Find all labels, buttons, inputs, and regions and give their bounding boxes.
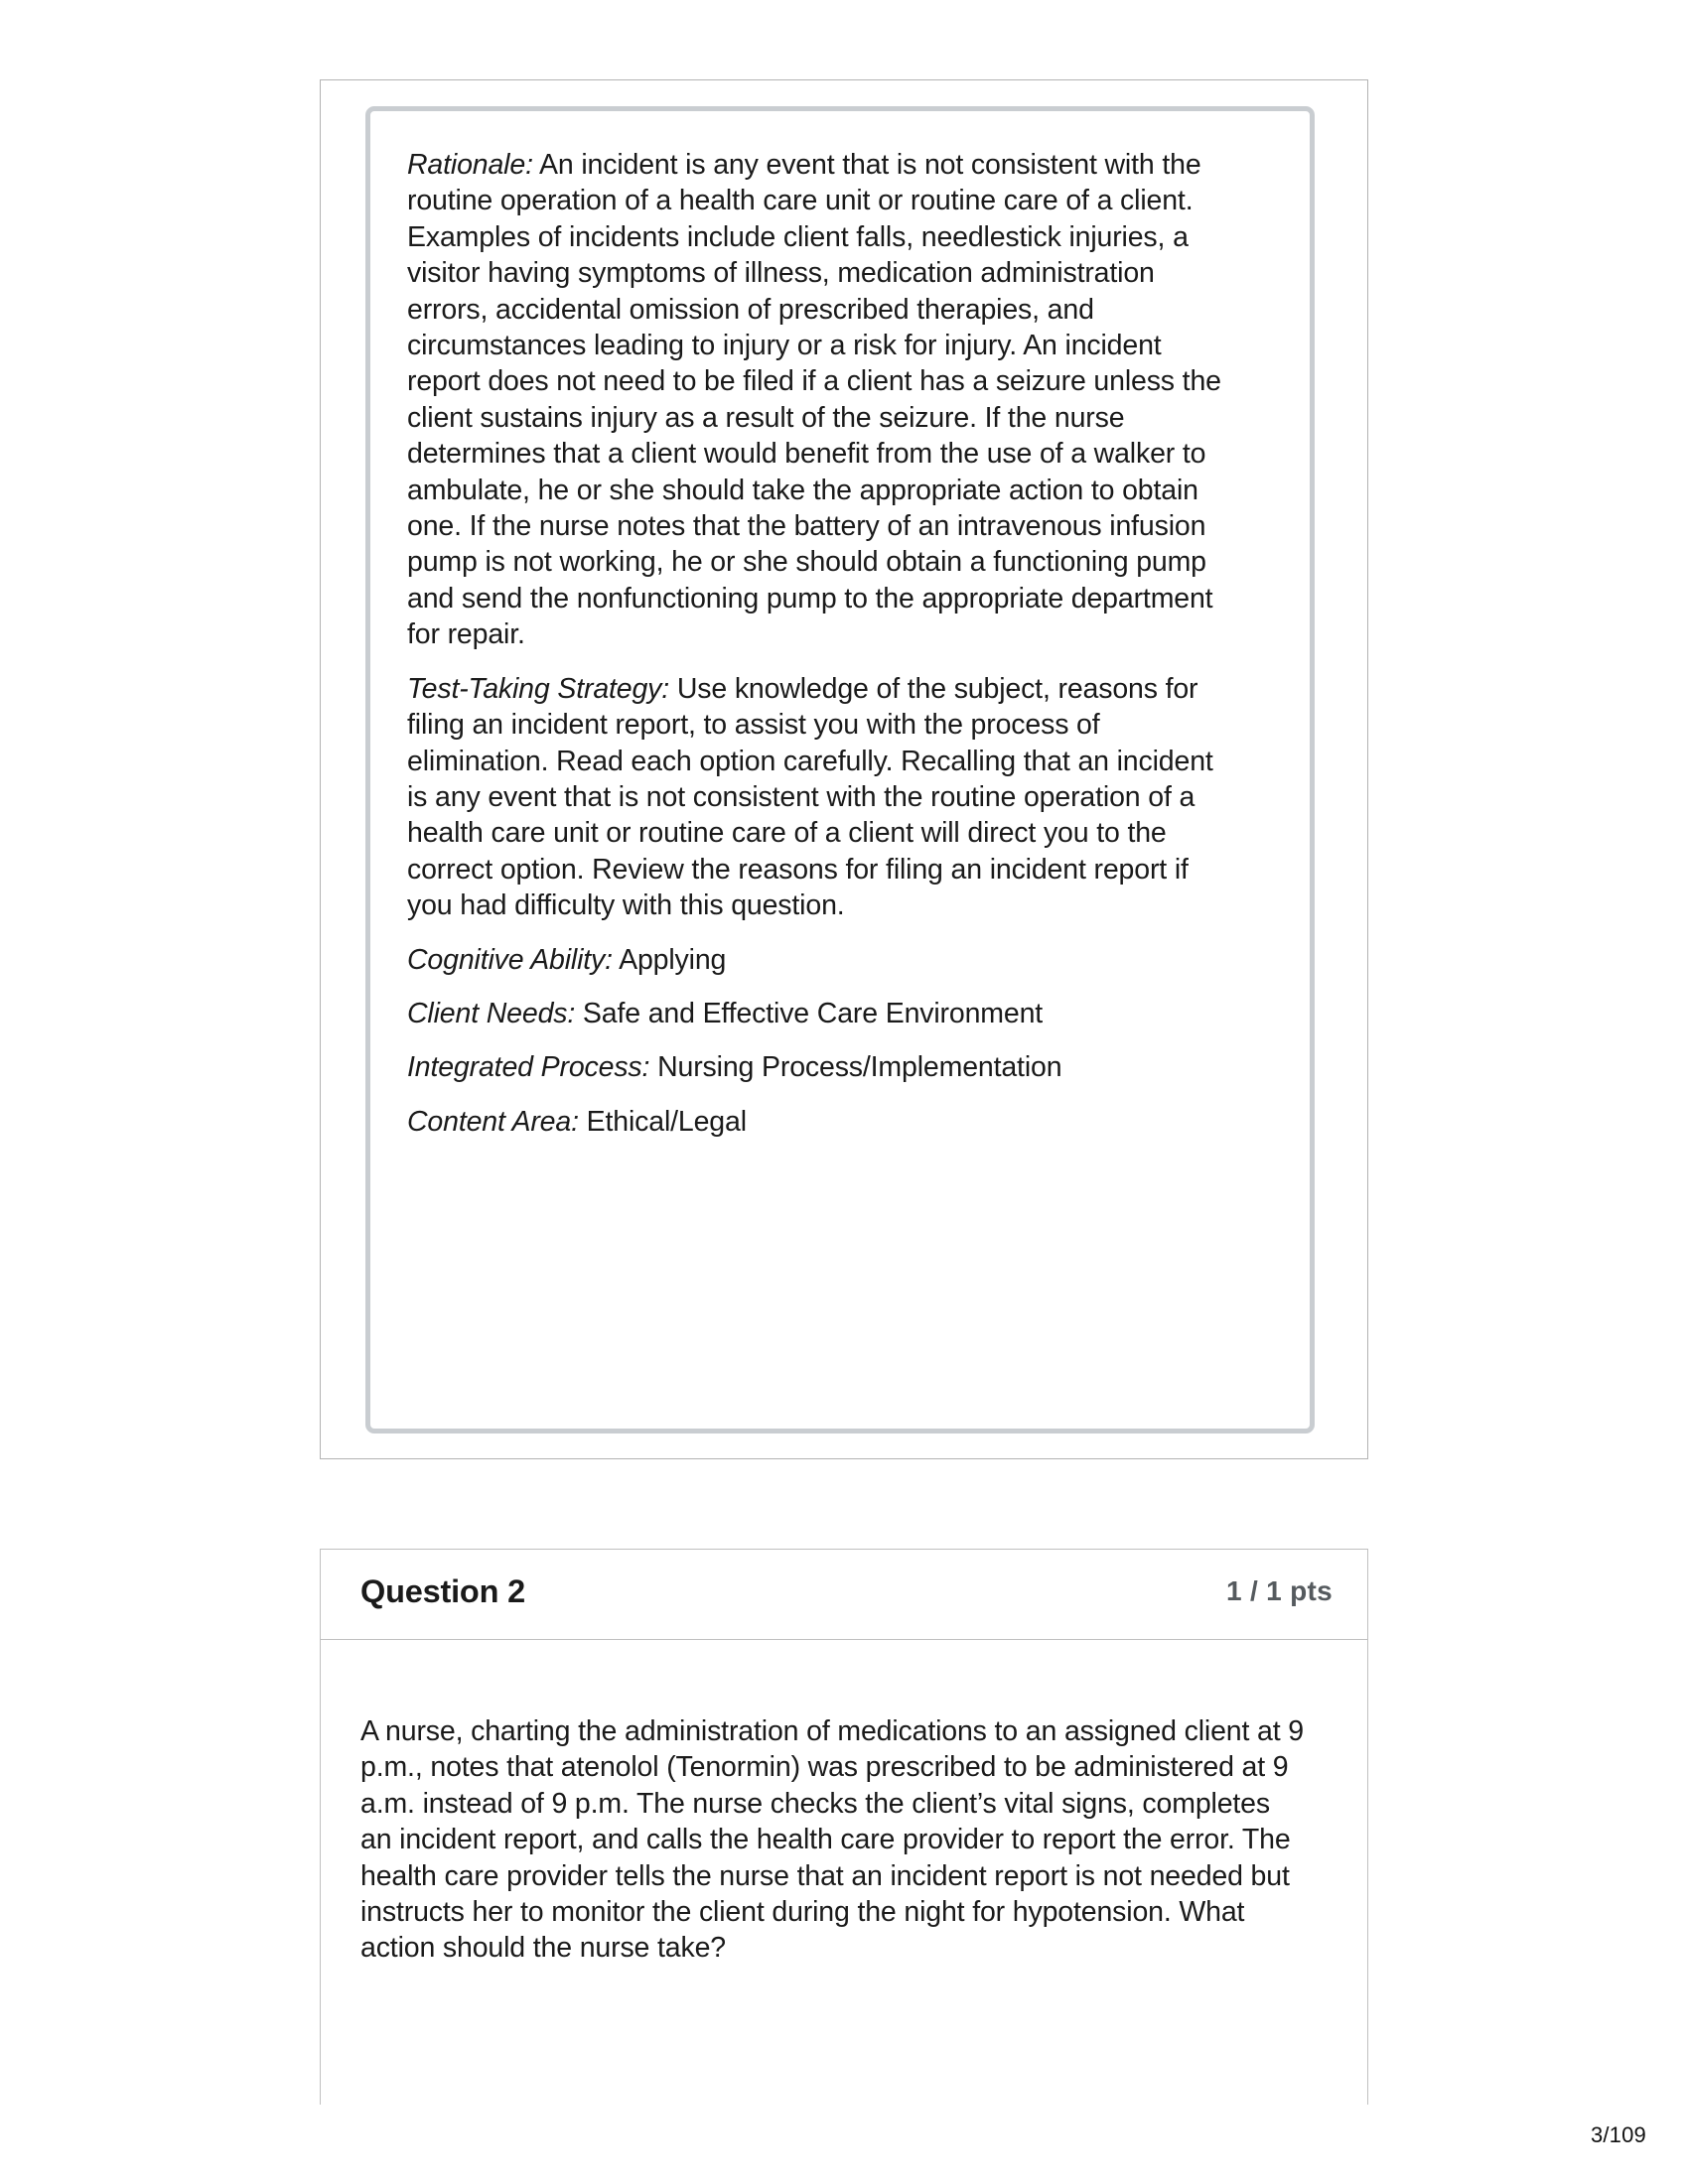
rationale-label: Rationale:: [407, 149, 533, 181]
question-header: [321, 1550, 1367, 1640]
content-area-value: Ethical/Legal: [578, 1105, 747, 1138]
cognitive-ability-value: Applying: [612, 943, 727, 976]
test-taking-strategy-label: Test-Taking Strategy:: [407, 672, 670, 705]
integrated-process-label: Integrated Process:: [407, 1051, 650, 1084]
client-needs-paragraph: [407, 996, 1231, 1031]
test-taking-strategy-paragraph: [407, 671, 1231, 924]
question-body: [321, 1640, 1367, 1967]
rationale-card-outer: [320, 79, 1368, 1459]
cognitive-ability-label: Cognitive Ability:: [407, 943, 613, 976]
question-stem: A nurse, charting the administration of medications to an assigned client at 9 p.m., notes that atenolol (Tenormin) was prescribed to be administered at 9 a.m. instead of 9 p.m. The nurse checks the client’s vital signs, completes an incident report, and calls the health care provider to report the error. The health care provider tells the nurse that an incident report is not needed but instructs her to monitor the client during the night for hypotension. What action should the nurse take?: [360, 1715, 1304, 1965]
content-area-label: Content Area:: [407, 1105, 579, 1138]
integrated-process-value: Nursing Process/Implementation: [649, 1051, 1062, 1084]
question-card: [320, 1549, 1368, 2105]
integrated-process-paragraph: [407, 1049, 1231, 1085]
cognitive-ability-paragraph: [407, 942, 1231, 978]
rationale-body: [407, 147, 1231, 1158]
test-taking-strategy-text: Use knowledge of the subject, reasons for filing an incident report, to assist you with the process of elimination. Read each option carefully. Recalling that an incident is any event that is not consistent with the routine operation of a health care unit or routine care of a client will direct you to the correct option. Review the reasons for filing an incident report if you had difficulty with this question.: [407, 672, 1213, 922]
content-area-paragraph: [407, 1104, 1231, 1140]
client-needs-label: Client Needs:: [407, 997, 576, 1029]
page-number: 3/109: [1590, 2122, 1646, 2147]
question-title: Question 2: [360, 1573, 525, 1609]
client-needs-value: Safe and Effective Care Environment: [575, 997, 1044, 1029]
rationale-text: An incident is any event that is not consistent with the routine operation of a health care unit or routine care of a client. Examples of incidents include client falls, needlestick injuries, a visitor having symptoms of illness, medication administration errors, accidental omission of prescribed therapies, and circumstances leading to injury or a risk for injury. An incident report does not need to be filed if a client has a seizure unless the client sustains injury as a result of the seizure. If the nurse determines that a client would benefit from the use of a walker to ambulate, he or she should take the appropriate action to obtain one. If the nurse notes that the battery of an intravenous infusion pump is not working, he or she should obtain a functioning pump and send the nonfunctioning pump to the appropriate department for repair.: [407, 149, 1221, 651]
question-points-badge: 1 / 1 pts: [1226, 1575, 1333, 1606]
rationale-card-inner: [365, 106, 1315, 1433]
rationale-paragraph: [407, 147, 1231, 653]
